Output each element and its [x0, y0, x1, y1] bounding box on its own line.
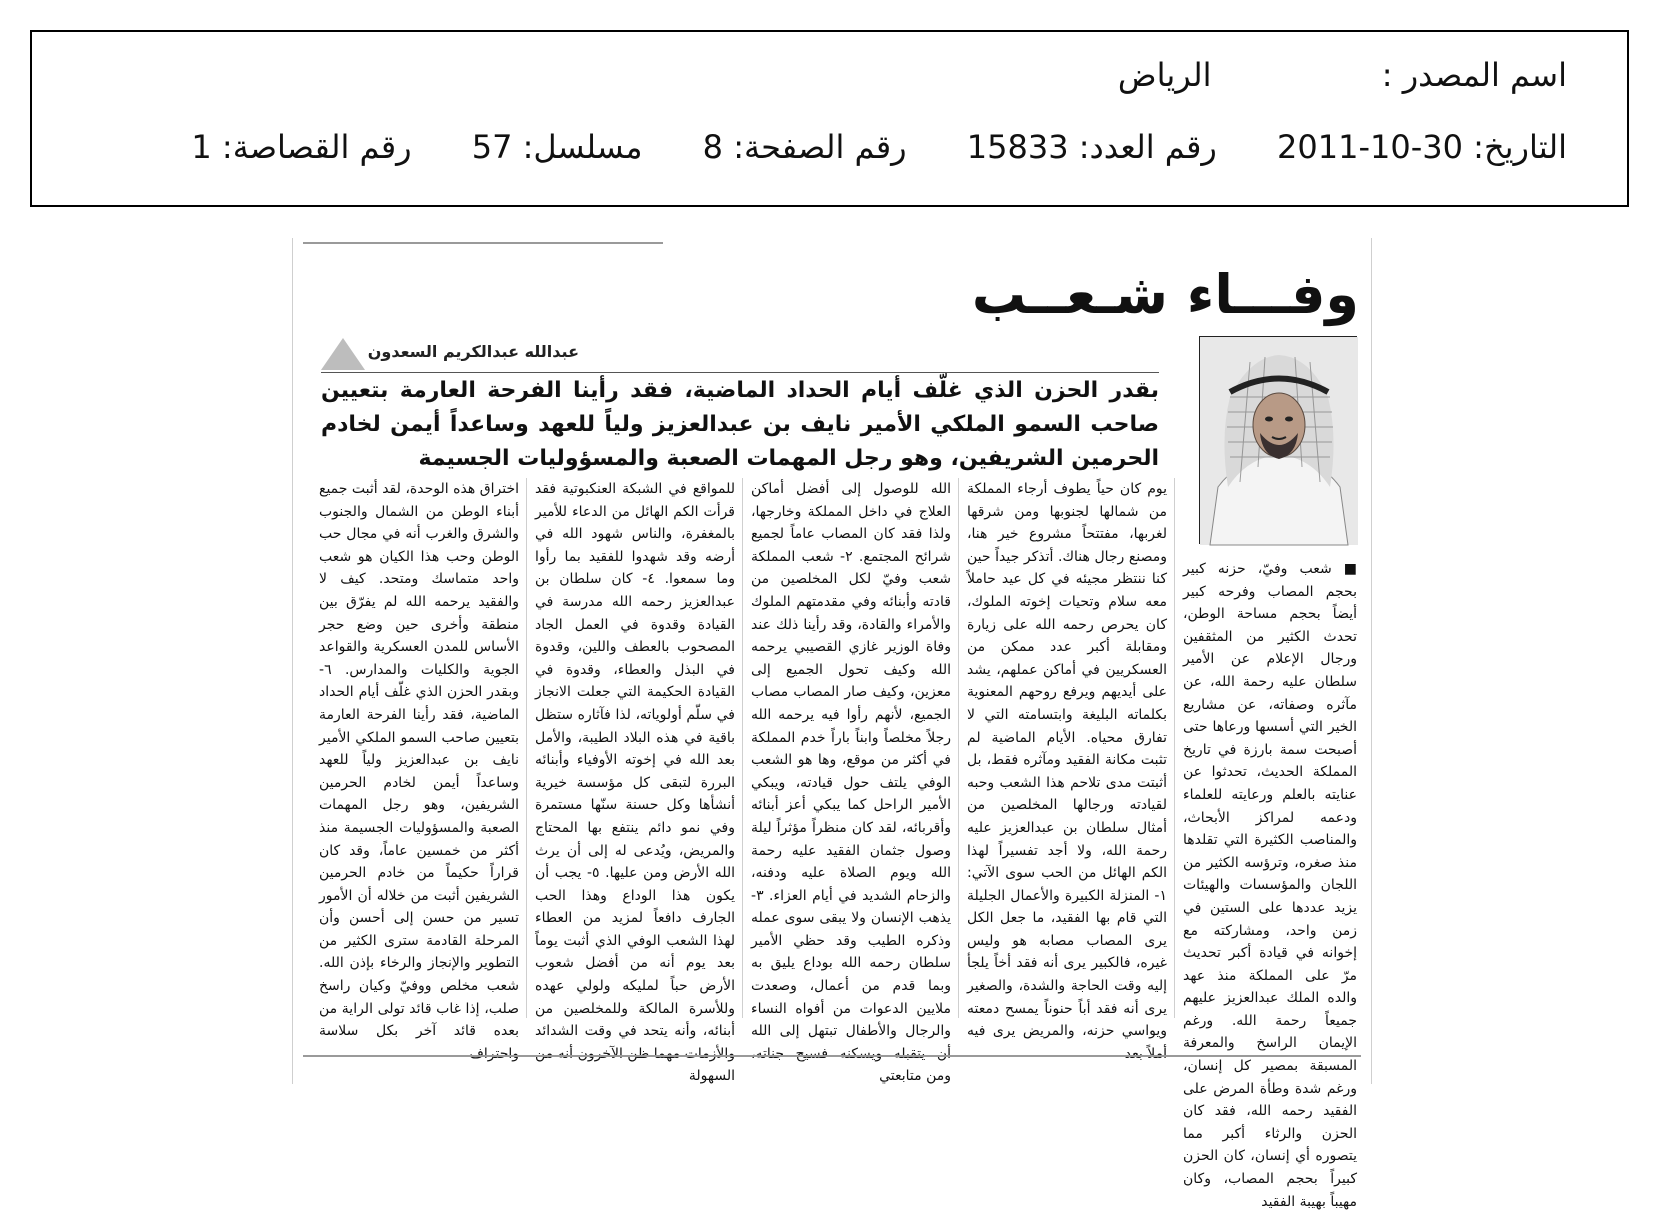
column-4-text: للمواقع في الشبكة العنكبوتية فقد قرأت الكم الهائل من الدعاء للأمير بالمغفرة، والناس شهود الله في أرضه وقد شهدوا للفقيد بما رأوا وما سمعوا. ٤- كان سلطان بن عبدالعزيز رحمه الله مدرسة في القيادة وقدوة في العمل الجاد المصحوب بالعطف واللين، وقدوة في البذل والعطاء، وقدوة في القيادة الحكيمة التي جعلت الانجاز في سلّم أولوياته، لذا فآثاره ستظل باقية في هذه البلاد الطيبة، والأمل بعد الله في إخوته الأوفياء وأبنائه البررة لتبقى كل مؤسسة خيرية أنشأها وكل حسنة سنّها مستمرة وفي نمو دائم ينتفع بها المحتاج والمريض، ويُدعى له إلى أن يرث الله الأرض ومن عليها. ٥- يجب أن يكون هذا الوداع وهذا الحب الجارف دافعاً لمزيد من العطاء لهذا الشعب الوفي الذي أثبت يوماً بعد يوم أنه من أفضل شعوب الأرض حباً لمليكه ولولي عهده وللأسرة المالكة وللمخلصين من أبنائه، وأنه يتحد في وقت الشدائد والأزمات مهما ظن الآخرون أنه من السهولة: [535, 481, 735, 1085]
serial-number: مسلسل: 57: [471, 128, 643, 166]
source-label: اسم المصدر :: [1381, 56, 1567, 94]
article-headline: وفـــاء شـعــب: [971, 263, 1359, 326]
author-rule: [321, 372, 1159, 373]
page-number: رقم الصفحة: 8: [702, 128, 907, 166]
newspaper-clipping: [292, 238, 1372, 1210]
article-body: [313, 478, 1357, 1210]
clipping-info-box: [30, 30, 1629, 207]
column-2-text: يوم كان حياً يطوف أرجاء المملكة من شمالها لجنوبها ومن شرقها لغربها، مفتتحاً مشروع خير هنا، ومصنع رجال هناك. أتذكر جيداً حين كنا ننتظر مجيئه في كل عيد حاملاً معه سلام وتحيات إخوته الملوك، كان يحرص رحمه الله على زيارة ومقابلة أكبر عدد ممكن من العسكريين في أماكن عملهم، يشد على أيديهم ويرفع روحهم المعنوية بكلماته البليغة وابتسامته التي لا تفارق محياه. الأيام الماضية لم تثبت مكانة الفقيد ومآثره فقط، بل أثبتت مدى تلاحم هذا الشعب وحبه لقيادته ورجالها المخلصين من أمثال سلطان بن عبدالعزيز عليه رحمة الله، ولا أجد تفسيراً لهذا الكم الهائل من الحب سوى الآتي: ١- المنزلة الكبيرة والأعمال الجليلة التي قام بها الفقيد، ما جعل الكل يرى المصاب مصابه هو وليس غيره، فالكبير يرى أنه فقد أخاً يلجأ إليه وقت الحاجة والشدة، والصغير يرى أنه فقد أباً حنوناً يمسح دمعته ويواسي حزنه، والمريض يرى فيه أملاً بعد: [967, 481, 1167, 1062]
column-4: [535, 478, 735, 1085]
bottom-rule: [303, 1055, 1361, 1057]
clipping-number: رقم القصاصة: 1: [191, 128, 412, 166]
column-divider: [742, 478, 743, 1018]
author-name: عبدالله عبدالكريم السعدون: [367, 342, 579, 361]
column-3-text: الله للوصول إلى أفضل أماكن العلاج في داخل المملكة وخارجها، ولذا فقد كان المصاب عاماً لجميع شرائح المجتمع. ٢- شعب المملكة شعب وفيّ لكل المخلصين من قادته وأبنائه وفي مقدمتهم الملوك والأمراء والقادة، وقد رأينا ذلك عند وفاة الوزير غازي القصيبي يرحمه الله وكيف تحول الجميع إلى معزين، وكيف صار المصاب مصاب الجميع، لأنهم رأوا فيه يرحمه الله رجلاً مخلصاً وابناً باراً خدم المملكة في أكثر من موقع، وها هو الشعب الوفي يلتف حول قيادته، ويبكي الأمير الراحل كما يبكي أعز أبنائه وأقربائه، لقد كان منظراً مؤثراً ليلة وصول جثمان الفقيد عليه رحمة الله ويوم الصلاة عليه ودفنه، والزحام الشديد في أيام العزاء. ٣- يذهب الإنسان ولا يبقى سوى عمله وذكره الطيب وقد حظي الأمير سلطان رحمه الله بوداع يليق به وبما قدم من أعمال، وصعدت ملايين الدعوات من أفواه النساء والرجال والأطفال تبتهل إلى الله أن يتقبله ويسكنه فسيح جناته، ومن متابعتي: [751, 481, 951, 1085]
triangle-ornament-icon: [321, 338, 365, 370]
author-line: [321, 338, 579, 374]
source-line: [1118, 56, 1567, 94]
top-rule: [303, 242, 663, 244]
column-divider: [958, 478, 959, 1018]
issue-number: رقم العدد: 15833: [966, 128, 1217, 166]
column-3: [751, 478, 951, 1085]
column-2: [967, 478, 1167, 1062]
column-5: [319, 478, 519, 1062]
column-5-text: اختراق هذه الوحدة، لقد أثبت جميع أبناء الوطن من الشمال والجنوب والشرق والغرب أنه في مجال حب الوطن وحب هذا الكيان هو شعب واحد متماسك ومتحد. كيف لا والفقيد يرحمه الله لم يفرّق بين منطقة وأخرى حين وضع حجر الأساس للمدن العسكرية والقواعد الجوية والكليات والمدارس. ٦- وبقدر الحزن الذي غلّف أيام الحداد الماضية، فقد رأينا الفرحة العارمة بتعيين صاحب السمو الملكي الأمير نايف بن عبدالعزيز ولياً للعهد وساعداً أيمن لخادم الحرمين الشريفين، وهو رجل المهمات الصعبة والمسؤوليات الجسيمة منذ أكثر من خمسين عاماً، وقد كان قراراً حكيماً من خادم الحرمين الشريفين أثبت من خلاله أن الأمور تسير من حسن إلى أحسن وأن المرحلة القادمة سترى الكثير من التطوير والإنجاز والرخاء بإذن الله. شعب مخلص ووفيّ وكيان راسخ صلب، إذا غاب قائد تولى الراية من بعده قائد آخر بكل سلاسة واحتراف: [319, 481, 519, 1062]
column-1-text: ■ شعب وفيّ، حزنه كبير بحجم المصاب وفرحه كبير أيضاً بحجم مساحة الوطن، تحدث الكثير من المثقفين ورجال الإعلام عن الأمير سلطان عليه رحمة الله، عن مآثره وصفاته، عن مشاريع الخير التي أسسها ورعاها حتى أصبحت سمة بارزة في تاريخ المملكة الحديث، تحدثوا عن عنايته بالعلم ورعايته للعلماء ودعمه لمراكز الأبحاث، والمناصب الكثيرة التي تقلدها منذ صغره، وترؤسه الكثير من اللجان والمؤسسات والهيئات يزيد عددها على الستين في زمن واحد، ومشاركته مع إخوانه في قيادة أكبر تحديث مرّ على المملكة منذ عهد والده الملك عبدالعزيز عليهم جميعاً رحمة الله. ورغم الإيمان الراسخ والمعرفة المسبقة بمصير كل إنسان، ورغم شدة وطأة المرض على الفقيد رحمه الله، فقد كان الحزن والرثاء أكبر مما يتصوره أي إنسان، كان الحزن كبيراً بحجم المصاب، وكان مهيباً بهيبة الفقيد: [1183, 561, 1357, 1210]
column-divider: [526, 478, 527, 1018]
meta-line: [191, 128, 1567, 166]
column-1: [1183, 558, 1357, 1210]
source-value: الرياض: [1117, 56, 1212, 94]
article-intro: بقدر الحزن الذي غلّف أيام الحداد الماضية، فقد رأينا الفرحة العارمة بتعيين صاحب السمو الملكي الأمير نايف بن عبدالعزيز ولياً للعهد وساعداً أيمن لخادم الحرمين الشريفين، وهو رجل المهمات الصعبة والمسؤوليات الجسيمة: [321, 378, 1159, 471]
date: التاريخ: 30-10-2011: [1277, 128, 1567, 166]
column-divider: [1174, 478, 1175, 1018]
